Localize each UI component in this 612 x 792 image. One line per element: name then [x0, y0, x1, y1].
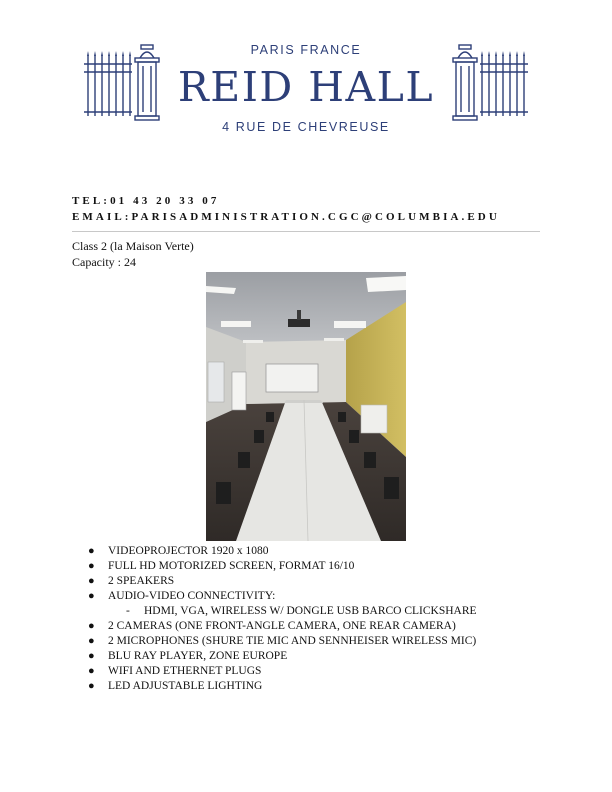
room-name: Class 2 (la Maison Verte): [72, 239, 194, 253]
list-item: [88, 679, 477, 694]
bullet-icon: ●: [88, 650, 95, 662]
feature-text: FULL HD MOTORIZED SCREEN, FORMAT 16/10: [108, 560, 355, 572]
bullet-icon: ●: [88, 665, 95, 677]
bullet-icon: ●: [88, 575, 95, 587]
feature-text: 2 CAMERAS (ONE FRONT-ANGLE CAMERA, ONE REAR CAMERA): [108, 620, 456, 632]
phone-number: TEL:01 43 20 33 07: [72, 195, 220, 207]
list-subitem: [88, 604, 477, 619]
letterhead-title: REID HALL: [177, 63, 435, 111]
list-item: [88, 634, 477, 649]
bullet-icon: ●: [88, 560, 95, 572]
feature-text: BLU RAY PLAYER, ZONE EUROPE: [108, 650, 288, 662]
letterhead: [78, 40, 534, 140]
feature-text: VIDEOPROJECTOR 1920 x 1080: [108, 545, 269, 557]
email-address[interactable]: EMAIL:PARISADMINISTRATION.CGC@COLUMBIA.EDU: [72, 211, 500, 223]
divider: [72, 231, 540, 232]
list-item: [88, 544, 477, 559]
feature-text: 2 MICROPHONES (SHURE TIE MIC AND SENNHEISER WIRELESS MIC): [108, 635, 477, 647]
fence-pillar-ornament-right-icon: [442, 42, 530, 122]
feature-text: LED ADJUSTABLE LIGHTING: [108, 680, 263, 692]
list-item: [88, 649, 477, 664]
room-info: [72, 238, 194, 270]
feature-list: [88, 544, 477, 694]
feature-text: HDMI, VGA, WIRELESS W/ DONGLE USB BARCO CLICKSHARE: [144, 605, 477, 617]
room-capacity: Capacity : 24: [72, 255, 136, 269]
feature-text: WIFI AND ETHERNET PLUGS: [108, 665, 262, 677]
contact-block: [72, 193, 500, 225]
bullet-icon: ●: [88, 635, 95, 647]
list-item: [88, 559, 477, 574]
list-item: [88, 589, 477, 604]
list-item: [88, 664, 477, 679]
dash-icon: -: [126, 605, 130, 617]
bullet-icon: ●: [88, 620, 95, 632]
list-item: [88, 574, 477, 589]
bullet-icon: ●: [88, 590, 95, 602]
list-item: [88, 619, 477, 634]
feature-text: AUDIO-VIDEO CONNECTIVITY:: [108, 590, 276, 602]
bullet-icon: ●: [88, 545, 95, 557]
letterhead-address: 4 RUE DE CHEVREUSE: [222, 120, 390, 134]
feature-text: 2 SPEAKERS: [108, 575, 175, 587]
room-photo: [206, 272, 406, 541]
letterhead-city: PARIS FRANCE: [250, 43, 362, 57]
bullet-icon: ●: [88, 680, 95, 692]
